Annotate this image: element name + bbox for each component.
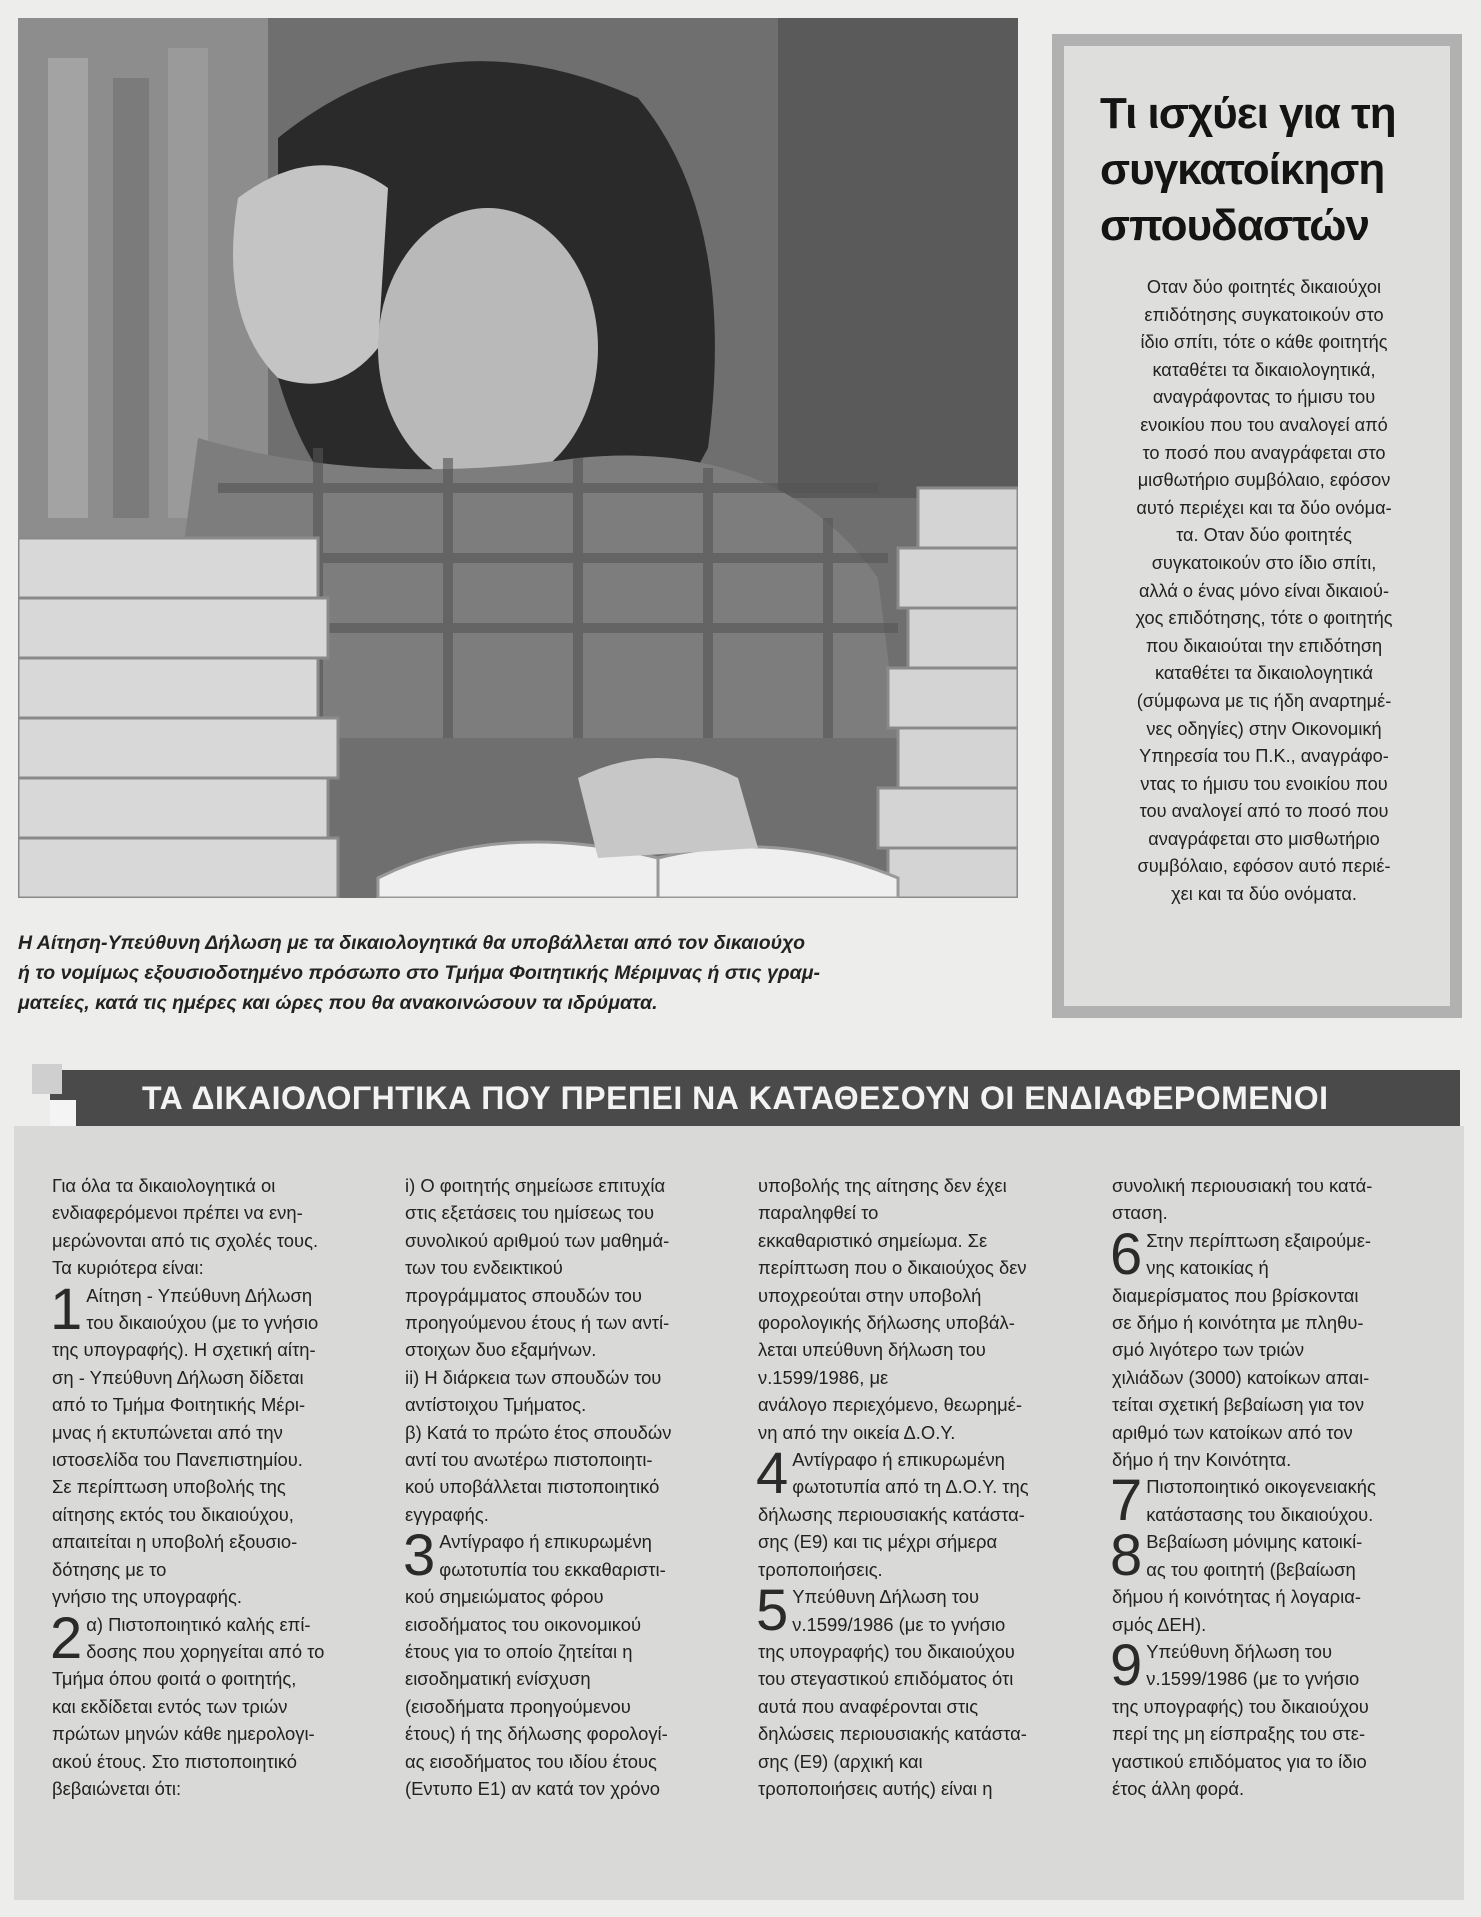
text-line: τείται σχετική βεβαίωση για τον [1112,1394,1365,1416]
text-line: Υπεύθυνη Δήλωση του [792,1586,980,1608]
text-line: ανάλογο περιεχόμενο, θεωρημέ- [758,1394,1022,1416]
text-line: Πιστοποιητικό οικογενειακής [1146,1476,1376,1498]
text-line: εισοδηματική ενίσχυση [405,1668,591,1690]
text-line: εγγραφής. [405,1503,489,1525]
text-line: αυτά που αναφέρονται στις [758,1695,979,1717]
paragraph [405,1172,740,1528]
text-line: λεται υπεύθυνη δήλωση του [758,1339,986,1361]
list-item [1110,1523,1447,1638]
text-line: ιστοσελίδα του Πανεπιστημίου. [52,1449,303,1471]
text-line: Σε περίπτωση υποβολής της [52,1476,286,1498]
text-line: αντίστοιχου Τμήματος. [405,1394,587,1416]
photo-caption [18,928,1008,1018]
text-line: από το Τμήμα Φοιτητικής Μέρι- [52,1394,306,1416]
text-line: ενδιαφερόμενοι πρέπει να ενη- [52,1202,303,1224]
list-item [756,1441,1093,1583]
list-item [756,1578,1093,1802]
paragraph [1112,1172,1447,1227]
sidebar-text-line: επιδότησης συγκατοικούν στο [1144,304,1384,325]
text-line: ν.1599/1986 (με το γνήσιο [792,1613,1006,1635]
text-line: δότησης με το [52,1558,167,1580]
list-item [50,1605,387,1803]
text-line: δήμου ή κοινότητας ή λογαρια- [1112,1586,1361,1608]
text-line: φορολογικής δήλωσης υποβάλ- [758,1312,1015,1334]
text-line: του δικαιούχου (με το γνήσιο [86,1312,319,1334]
text-line: φωτοτυπία από τη Δ.Ο.Υ. της [792,1476,1029,1498]
text-line: δήμο ή την Κοινότητα. [1112,1449,1292,1471]
text-line: i) Ο φοιτητής σημείωσε επιτυχία [405,1175,666,1196]
text-line: υποβολής της αίτησης δεν έχει [758,1175,1007,1196]
text-line: (εισοδήματα προηγούμενου [405,1695,631,1717]
text-line: Βεβαίωση μόνιμης κατοικί- [1146,1531,1363,1553]
text-line: ακού έτους. Στο πιστοποιητικό [52,1750,298,1772]
text-line: σε δήμο ή κοινότητα με πληθυ- [1112,1312,1364,1334]
sidebar-text-line: που δικαιούται την επιδότηση [1145,635,1383,656]
text-line: αντί του ανωτέρω πιστοποιητι- [405,1449,653,1471]
sidebar-text-line: του αναλογεί από το ποσό που [1139,801,1389,822]
text-line: γνήσιο της υπογραφής. [52,1586,242,1608]
sidebar-text-line: μισθωτήριο συμβόλαιο, εφόσον [1137,470,1391,491]
sidebar-title-line: σπουδαστών [1100,201,1369,250]
text-line: β) Κατά το πρώτο έτος σπουδών [405,1421,672,1443]
article-column-3 [758,1172,1093,1802]
sidebar-text-line: ίδιο σπίτι, τότε ο κάθε φοιτητής [1140,332,1388,353]
sidebar-title-line: συγκατοίκηση [1100,145,1385,194]
text-line: κατάστασης του δικαιούχου. [1146,1503,1374,1525]
item-number: 3 [403,1523,436,1589]
text-line: πρώτων μηνών κάθε ημερολογι- [52,1723,315,1745]
item-number: 6 [1110,1221,1143,1287]
item-number: 2 [50,1605,83,1671]
text-line: σμό λιγότερο των τριών [1112,1339,1305,1361]
sidebar-text-line: αλλά ο ένας μόνο είναι δικαιού- [1138,580,1390,601]
text-line: και εκδίδεται εντός των τριών [52,1695,288,1717]
sidebar-text-line: το ποσό που αναγράφεται στο [1142,442,1386,463]
sidebar-text-line: συγκατοικούν στο ίδιο σπίτι, [1151,552,1377,573]
text-line: διαμερίσματος που βρίσκονται [1112,1284,1359,1306]
text-line: κού σημειώματος φόρου [405,1586,604,1608]
caption-line: ή το νομίμως εξουσιοδοτημένο πρόσωπο στο Τμήμα Φοιτητικής Μέριμνας ή στις γραμ- [18,962,820,984]
text-line: προηγούμενου έτους ή των αντί- [405,1312,670,1334]
text-line: υποχρεούται στην υποβολή [758,1284,982,1306]
text-line: της υπογραφής). Η σχετική αίτη- [52,1339,316,1361]
article-column-4 [1112,1172,1447,1802]
sidebar-text-line: καταθέτει τα δικαιολογητικά, [1152,359,1376,380]
article-column-2 [405,1172,740,1802]
item-number: 5 [756,1578,789,1644]
text-line: της υπογραφής) του δικαιούχου [1112,1695,1369,1717]
text-line: σης (Ε9) και τις μέχρι σήμερα [758,1531,998,1553]
text-line: του στεγαστικού επιδόματος ότι [758,1668,1014,1690]
section-header [50,1070,1460,1126]
sidebar-text-line: αναγράφοντας το ήμισυ του [1152,387,1376,408]
text-line: αριθμό των κατοίκων από τον [1112,1421,1353,1443]
sidebar-text-line: χει και τα δύο ονόματα. [1171,884,1357,905]
text-line: περί της μη είσπραξης του στε- [1112,1723,1366,1745]
list-item [50,1276,387,1611]
text-line: στοιχων δυο εξαμήνων. [405,1339,597,1361]
text-line: τροποποιήσεις αυτής) είναι η [758,1777,993,1799]
list-item [1110,1468,1447,1534]
text-line: περίπτωση που ο δικαιούχος δεν [758,1257,1027,1279]
text-line: συνολικού αριθμού των μαθημά- [405,1229,670,1251]
caption-line: Η Αίτηση-Υπεύθυνη Δήλωση με τα δικαιολογητικά θα υποβάλλεται από τον δικαιούχο [18,932,806,954]
sidebar-text-line: νες οδηγίες) στην Οικονομική [1146,718,1382,739]
text-line: ας του φοιτητή (βεβαίωση [1146,1558,1356,1580]
text-line: νης κατοικίας ή [1146,1257,1269,1279]
text-line: ας εισοδήματος του ιδίου έτους [405,1750,657,1772]
text-line: έτους για το οποίο ζητείται η [405,1640,633,1662]
text-line: α) Πιστοποιητικό καλής επί- [86,1613,311,1635]
sidebar-text-line: (σύμφωνα με τις ήδη αναρτημέ- [1136,690,1392,711]
sidebar-text-line: συμβόλαιο, εφόσον αυτό περιέ- [1137,856,1391,877]
paragraph [758,1172,1093,1446]
text-line: απαιτείται η υποβολή εξουσιο- [52,1531,298,1553]
sidebar-text-line: Οταν δύο φοιτητές δικαιούχοι [1146,277,1382,297]
text-line: εισοδήματος του οικονομικού [405,1613,642,1635]
caption-line: ματείες, κατά τις ημέρες και ώρες που θα ανακοινώσουν τα ιδρύματα. [18,992,658,1014]
text-line: εκκαθαριστικό σημείωμα. Σε [758,1229,988,1251]
text-line: Αντίγραφο ή επικυρωμένη [439,1531,652,1553]
text-line: (Εντυπο Ε1) αν κατά τον χρόνο [405,1777,660,1799]
decor-square-icon [32,1064,62,1094]
text-line: ν.1599/1986, με [758,1366,889,1388]
text-line: ση - Υπεύθυνη Δήλωση δίδεται [52,1366,304,1388]
list-item [1110,1632,1447,1802]
list-item [403,1523,740,1802]
item-number: 9 [1110,1632,1143,1698]
sidebar-title [1100,86,1440,254]
item-number: 8 [1110,1523,1143,1589]
sidebar-text-line: χος επιδότησης, τότε ο φοιτητής [1135,608,1393,629]
text-line: χιλιάδων (3000) κατοίκων απαι- [1112,1366,1370,1388]
text-line: νη από την οικεία Δ.Ο.Υ. [758,1421,956,1443]
sidebar-text-line: τα. Οταν δύο φοιτητές [1176,525,1352,546]
sidebar-text-line: ενοικίου που του αναλογεί από [1140,414,1388,435]
text-line: ii) Η διάρκεια των σπουδών του [405,1366,662,1388]
sidebar-text-line: καταθέτει τα δικαιολογητικά [1154,663,1374,684]
text-line: Τμήμα όπου φοιτά ο φοιτητής, [52,1668,297,1690]
text-line: δηλώσεις περιουσιακής κατάστα- [758,1723,1027,1745]
text-line: Υπεύθυνη δήλωση του [1146,1640,1333,1662]
text-line: προγράμματος σπουδών του [405,1284,642,1306]
text-line: έτους) ή της δήλωσης φορολογί- [405,1723,668,1745]
text-line: Τα κυριότερα είναι: [52,1257,204,1279]
sidebar-title-line: Τι ισχύει για τη [1100,89,1396,138]
article-column-1 [52,1172,387,1802]
text-line: έτος άλλη φορά. [1112,1777,1245,1799]
text-line: βεβαιώνεται ότι: [52,1777,182,1799]
text-line: της υπογραφής) του δικαιούχου [758,1640,1015,1662]
sidebar-body [1094,274,1434,909]
text-line: σης (Ε9) (αρχική και [758,1750,923,1772]
text-line: δοσης που χορηγείται από το [86,1640,325,1662]
sidebar-text-line: ντας το ήμισυ του ενοικίου που [1140,773,1388,794]
text-line: ν.1599/1986 (με το γνήσιο [1146,1668,1360,1690]
sidebar-text-line: Υπηρεσία του Π.Κ., αναγράφο- [1139,746,1389,767]
item-number: 1 [50,1276,83,1342]
text-line: μερώνονται από τις σχολές τους. [52,1229,319,1251]
text-line: Για όλα τα δικαιολογητικά οι [52,1175,276,1196]
text-line: τροποποιήσεις. [758,1558,883,1580]
text-line: φωτοτυπία του εκκαθαριστι- [439,1558,666,1580]
text-line: Στην περίπτωση εξαιρούμε- [1146,1229,1372,1251]
text-line: σμός ΔΕΗ). [1112,1613,1207,1635]
sidebar-text-line: αναγράφεται στο μισθωτήριο [1148,828,1380,849]
text-line: δήλωσης περιουσιακής κατάστα- [758,1503,1025,1525]
text-line: συνολική περιουσιακή του κατά- [1112,1175,1373,1196]
item-number: 7 [1110,1468,1143,1534]
sidebar-text-line: αυτό περιέχει και τα δύο ονόμα- [1136,497,1392,518]
text-line: Αίτηση - Υπεύθυνη Δήλωση [86,1284,313,1306]
student-studying-icon [18,18,1018,898]
text-line: αίτησης εκτός του δικαιούχου, [52,1503,294,1525]
text-line: Αντίγραφο ή επικυρωμένη [792,1449,1005,1471]
intro-paragraph [52,1172,387,1282]
student-studying-photo [18,18,1018,898]
text-line: των του ενδεικτικού [405,1257,563,1279]
text-line: μνας ή εκτυπώνεται από την [52,1421,283,1443]
list-item [1110,1221,1447,1474]
item-number: 4 [756,1441,789,1507]
text-line: κού υποβάλλεται πιστοποιητικό [405,1476,660,1498]
text-line: στις εξετάσεις του ημίσεως του [405,1202,655,1224]
text-line: γαστικού επιδόματος για το ίδιο [1112,1750,1367,1772]
sidebar-box [1052,34,1462,1018]
section-title: ΤΑ ΔΙΚΑΙΟΛΟΓΗΤΙΚΑ ΠΟΥ ΠΡΕΠΕΙ ΝΑ ΚΑΤΑΘΕΣΟΥΝ ΟΙ ΕΝΔΙΑΦΕΡΟΜΕΝΟΙ [142,1080,1329,1116]
text-line: παραληφθεί το [758,1202,879,1224]
decor-square-icon [50,1100,76,1126]
text-line: σταση. [1112,1202,1168,1224]
